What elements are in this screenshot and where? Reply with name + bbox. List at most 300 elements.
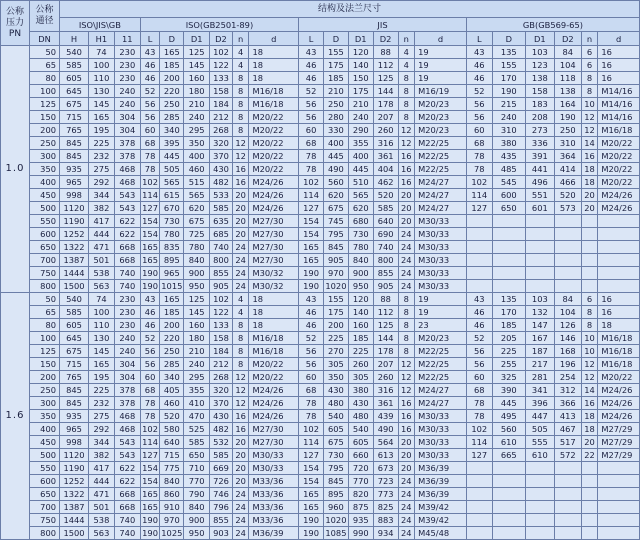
table-cell: 43 [466,46,492,59]
table-cell [525,280,554,293]
table-cell: 543 [114,202,140,215]
table-cell: 165 [89,358,115,371]
table-cell: 668 [114,241,140,254]
table-cell: 378 [114,150,140,163]
dn-cell: 400 [29,423,59,436]
table-cell: 905 [373,280,398,293]
table-cell: 620 [348,202,373,215]
table-cell: 510 [348,176,373,189]
col-header-16: D [492,32,525,46]
table-cell: 22 [581,449,598,462]
table-cell: 538 [89,514,115,527]
dn-cell: 250 [29,384,59,397]
table-cell: 320 [210,384,233,397]
table-cell: 780 [160,228,184,241]
table-cell: 170 [492,72,525,85]
table-cell: 540 [60,293,89,306]
dn-cell: 650 [29,241,59,254]
table-cell: 185 [324,72,349,85]
table-cell: 316 [373,137,398,150]
dn-cell: 250 [29,137,59,150]
table-cell: 178 [373,345,398,358]
table-cell: 103 [525,46,554,59]
table-cell: 146 [554,332,581,345]
table-cell: 471 [89,241,115,254]
table-cell: 78 [299,150,324,163]
table-cell: 18 [249,72,299,85]
table-cell: 20 [581,189,598,202]
table-cell: 4 [232,59,249,72]
table-cell: 310 [492,124,525,137]
table-cell: 310 [554,137,581,150]
table-cell: 746 [210,488,233,501]
table-cell: M24/26 [249,410,299,423]
table-cell: 60 [466,124,492,137]
table-cell: 650 [184,449,210,462]
dn-cell: 150 [29,358,59,371]
col-header-4: D [160,32,184,46]
table-cell: 19 [415,293,467,306]
table-cell: 24 [398,514,415,527]
table-cell: 295 [184,371,210,384]
table-cell: M24/26 [598,410,640,423]
table-cell: M30/33 [415,267,467,280]
table-cell: 138 [525,72,554,85]
dn-cell: 65 [29,59,59,72]
table-cell: M24/27 [415,397,467,410]
table-cell: 414 [554,163,581,176]
table-cell: 56 [299,98,324,111]
table-row [1,423,640,436]
table-cell: 8 [232,319,249,332]
table-cell: 12 [581,124,598,137]
table-cell: 673 [373,462,398,475]
table-cell: 60 [299,124,324,137]
table-cell: 16 [598,46,640,59]
table-cell: 740 [210,241,233,254]
table-cell: 8 [232,72,249,85]
dn-cell: 125 [29,345,59,358]
table-cell: 340 [160,124,184,137]
table-cell: 165 [299,241,324,254]
table-cell: 254 [554,371,581,384]
table-cell: M22/25 [415,358,467,371]
table-cell: 565 [184,189,210,202]
table-cell: 127 [142,203,158,213]
table-cell: 970 [324,267,349,280]
table-cell: 20 [398,462,415,475]
table-cell [598,488,640,501]
table-cell [492,254,525,267]
std-iso-jis-gb-header: ISO\JIS\GB [60,18,141,32]
table-cell: 230 [114,293,140,306]
table-cell: 125 [184,46,210,59]
table-cell: 154 [142,216,158,226]
dn-cell: 100 [29,85,59,98]
table-cell: 43 [466,293,492,306]
table-cell: 726 [210,475,233,488]
table-cell: 12 [232,137,249,150]
table-cell: 154 [142,476,158,486]
table-cell: 8 [232,111,249,124]
table-cell: 580 [160,423,184,436]
table-cell: 16 [581,150,598,163]
table-cell: 480 [324,397,349,410]
table-cell: 145 [184,306,210,319]
table-row [1,72,640,85]
dn-header-line3: DN [29,32,59,46]
table-cell [598,267,640,280]
table-row [1,85,640,98]
table-cell: 78 [466,163,492,176]
table-cell: 125 [184,293,210,306]
table-cell: 605 [348,436,373,449]
table-cell: M22/25 [415,371,467,384]
table-row [1,267,640,280]
table-cell: 935 [60,163,89,176]
table-cell: 585 [210,449,233,462]
table-cell: 320 [210,137,233,150]
table-cell: 998 [60,189,89,202]
table-cell: 444 [89,475,115,488]
table-cell: 56 [140,358,160,371]
table-cell [466,488,492,501]
table-cell: 20 [581,202,598,215]
table-cell: 24 [232,254,249,267]
table-cell [554,215,581,228]
col-header-5: D1 [184,32,210,46]
table-row [1,150,640,163]
table-cell: 16 [232,176,249,189]
table-cell: 910 [160,501,184,514]
table-cell: 165 [142,242,158,252]
table-cell: 775 [160,462,184,475]
table-cell: 855 [373,267,398,280]
table-cell: 135 [492,46,525,59]
table-cell: M20/22 [249,150,299,163]
table-cell: M36/39 [415,488,467,501]
table-cell: 645 [60,332,89,345]
table-cell: 1322 [60,241,89,254]
table-cell: 20 [232,475,249,488]
table-cell: 600 [492,189,525,202]
table-cell: M30/33 [415,449,467,462]
table-cell: M20/22 [249,358,299,371]
table-cell: 8 [398,85,415,98]
table-row [1,241,640,254]
table-cell: 133 [210,319,233,332]
table-cell: 900 [184,267,210,280]
table-cell: 8 [581,85,598,98]
pn-header-line1: 公称 [5,6,24,17]
table-cell: M20/23 [415,111,467,124]
table-cell: 740 [114,267,140,280]
table-cell [581,475,598,488]
table-cell: M33/36 [249,475,299,488]
table-cell: 215 [492,98,525,111]
table-cell: 16 [398,410,415,423]
table-cell: M16/18 [249,345,299,358]
table-cell: 16 [598,72,640,85]
table-cell: 875 [348,501,373,514]
table-cell: 370 [210,150,233,163]
table-cell: 185 [348,332,373,345]
table-cell: 12 [398,124,415,137]
table-cell: 740 [114,527,140,540]
table-cell: 670 [160,202,184,215]
dn-cell: 550 [29,462,59,475]
table-cell: 675 [324,202,349,215]
table-cell: 795 [324,228,349,241]
table-cell: 18 [249,293,299,306]
table-cell: 555 [525,436,554,449]
table-cell: 225 [89,384,115,397]
table-cell: M14/16 [598,85,640,98]
table-cell [598,475,640,488]
pn-header-line2: 压力 [5,17,24,28]
table-cell: 18 [249,46,299,59]
table-cell: 24 [232,241,249,254]
table-cell: 175 [324,306,349,319]
table-cell [581,501,598,514]
table-cell: 305 [324,358,349,371]
table-cell: 645 [60,85,89,98]
table-cell: 430 [348,397,373,410]
table-cell: 675 [60,345,89,358]
table-cell: 52 [140,332,160,345]
table-cell: 895 [160,254,184,267]
table-cell: M27/30 [249,241,299,254]
table-cell: 622 [114,228,140,241]
table-cell: 730 [348,228,373,241]
table-cell: 8 [581,319,598,332]
table-cell: 675 [60,98,89,111]
table-cell: 24 [232,488,249,501]
dn-cell: 200 [29,124,59,137]
table-cell: 102 [142,177,158,187]
table-cell: M27/30 [249,228,299,241]
table-cell: 12 [581,358,598,371]
table-cell: 610 [492,436,525,449]
table-cell: 273 [525,124,554,137]
table-cell: 1020 [325,515,347,525]
table-cell: 316 [373,384,398,397]
table-cell: 250 [324,98,349,111]
table-cell: 180 [184,332,210,345]
table-cell: 471 [89,488,115,501]
table-cell: 820 [348,488,373,501]
dn-cell: 80 [29,72,59,85]
col-header-3: L [140,32,160,46]
table-cell: 160 [184,319,210,332]
table-cell: 78 [140,397,160,410]
table-cell: 18 [249,306,299,319]
table-cell: 46 [140,59,160,72]
table-cell: 78 [466,397,492,410]
col-header-7: n [232,32,249,46]
table-cell [492,241,525,254]
table-cell: 845 [60,397,89,410]
table-cell: 19 [415,59,467,72]
table-cell: M16/18 [598,124,640,137]
table-cell: 56 [466,98,492,111]
table-cell [525,215,554,228]
table-cell: 460 [184,163,210,176]
table-cell: 466 [554,176,581,189]
table-cell: 24 [398,488,415,501]
table-cell: M36/39 [415,462,467,475]
table-cell: 668 [114,488,140,501]
table-cell: 441 [525,163,554,176]
table-cell: 24 [232,514,249,527]
table-cell: 601 [525,202,554,215]
table-cell: 24 [398,228,415,241]
table-cell: 24 [232,267,249,280]
table-cell: 1120 [60,202,89,215]
table-cell [466,462,492,475]
table-cell: 140 [348,59,373,72]
table-row [1,254,640,267]
table-cell: 715 [160,449,184,462]
table-cell: 123 [525,59,554,72]
table-cell: 102 [466,176,492,189]
table-cell: 145 [89,98,115,111]
table-cell: M22/25 [415,137,467,150]
col-header-6: D2 [210,32,233,46]
table-cell: 4 [232,306,249,319]
table-cell: M20/22 [249,137,299,150]
table-cell: 690 [373,228,398,241]
table-cell: 482 [210,176,233,189]
table-cell [581,215,598,228]
table-cell: 225 [324,332,349,345]
table-cell: 480 [348,410,373,423]
table-cell: 102 [299,176,324,189]
table-cell: 740 [373,241,398,254]
table-cell: 19 [415,306,467,319]
table-cell: 845 [60,150,89,163]
table-cell: 470 [184,410,210,423]
table-cell: M20/22 [598,150,640,163]
table-cell: 184 [210,345,233,358]
table-cell: 640 [373,215,398,228]
table-cell: 467 [554,423,581,436]
table-row [1,436,640,449]
table-row [1,137,640,150]
table-cell: 127 [299,449,324,462]
table-cell: 207 [373,111,398,124]
table-cell: 350 [324,371,349,384]
table-cell: 391 [525,150,554,163]
table-cell: 127 [466,202,492,215]
table-cell: 505 [160,163,184,176]
table-cell: 344 [89,436,115,449]
table-cell: 20 [398,215,415,228]
pn-header-line3: PN [8,28,22,39]
table-cell: 155 [324,46,349,59]
table-cell: 88 [373,293,398,306]
table-cell: 585 [60,306,89,319]
dn-cell: 600 [29,475,59,488]
table-cell: 250 [160,345,184,358]
table-cell: 622 [114,462,140,475]
table-cell [466,228,492,241]
table-cell: M16/18 [598,345,640,358]
table-cell: M24/26 [249,397,299,410]
col-header-14: d [415,32,467,46]
col-header-18: D2 [554,32,581,46]
table-cell: 24 [398,241,415,254]
table-cell [554,501,581,514]
dn-cell: 400 [29,176,59,189]
table-cell [466,215,492,228]
table-cell: M36/39 [415,475,467,488]
table-cell: 20 [232,228,249,241]
table-cell: 361 [373,397,398,410]
table-cell: 563 [89,527,115,540]
table-cell: 8 [398,111,415,124]
table-cell: 490 [324,163,349,176]
table-cell: 4 [398,59,415,72]
col-header-0: H [60,32,89,46]
table-cell: 12 [398,137,415,150]
table-row [1,215,640,228]
table-cell [466,241,492,254]
table-cell: 10 [581,345,598,358]
table-cell: 16 [398,423,415,436]
table-cell: 935 [348,514,373,527]
table-cell: 114 [299,436,324,449]
table-cell [554,280,581,293]
table-cell: 20 [232,449,249,462]
table-cell: 125 [373,319,398,332]
table-cell: M20/22 [598,137,640,150]
table-cell: 895 [324,488,349,501]
table-cell [492,280,525,293]
dn-cell: 800 [29,280,59,293]
table-cell: 4 [232,46,249,59]
table-cell: 960 [324,501,349,514]
table-cell: 8 [232,345,249,358]
table-cell: 8 [581,72,598,85]
table-cell [492,215,525,228]
table-cell: 341 [525,384,554,397]
table-cell: 444 [89,228,115,241]
dn-header [29,1,59,32]
table-cell: 8 [398,306,415,319]
dn-cell: 350 [29,163,59,176]
table-cell: 112 [373,59,398,72]
dn-cell: 350 [29,410,59,423]
table-cell: 122 [210,306,233,319]
table-cell: 1120 [60,449,89,462]
table-cell: 520 [160,410,184,423]
table-cell: 720 [348,462,373,475]
table-cell: M20/23 [415,332,467,345]
table-cell: 68 [466,137,492,150]
table-cell [466,254,492,267]
table-cell: 305 [348,371,373,384]
table-cell: M30/33 [415,254,467,267]
table-cell: 220 [160,332,184,345]
table-cell: 120 [348,293,373,306]
table-cell: M24/26 [598,397,640,410]
table-cell: 413 [554,410,581,423]
table-cell: 104 [554,59,581,72]
table-cell: 545 [492,176,525,189]
table-cell: 16 [598,59,640,72]
table-cell: M20/22 [598,176,640,189]
